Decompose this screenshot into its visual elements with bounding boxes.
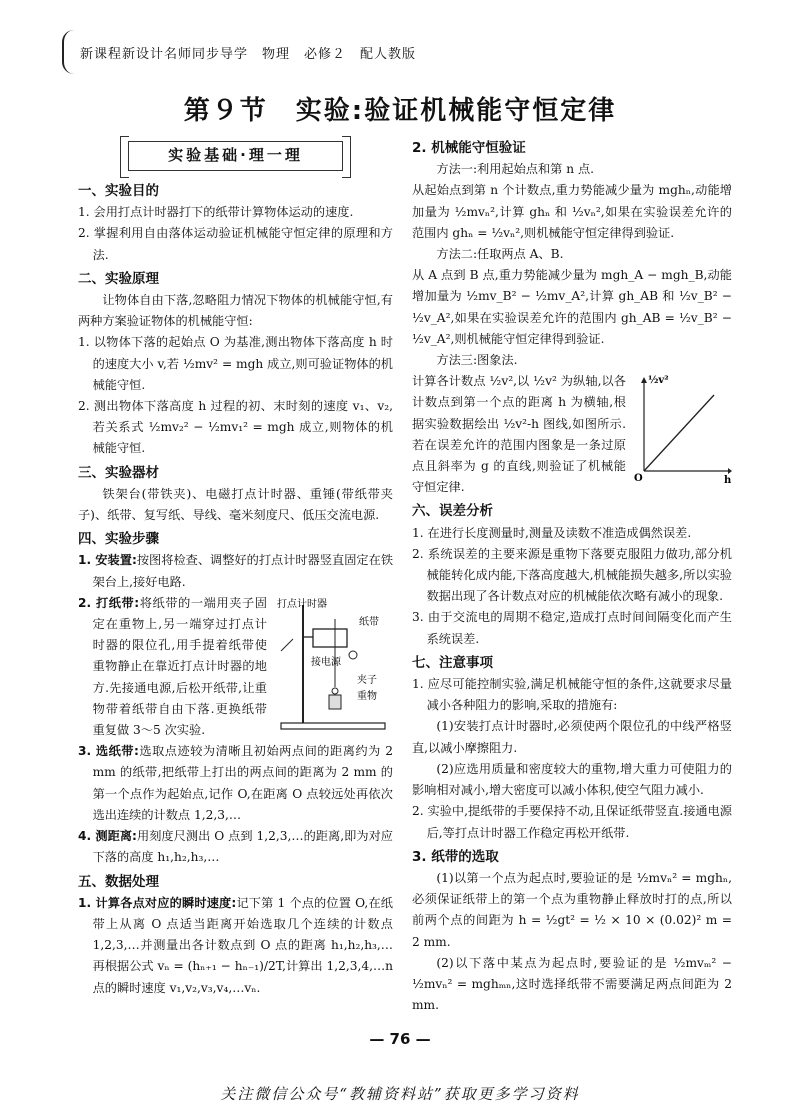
step-1-title: 1. 安装置: <box>78 553 137 568</box>
error-1: 1. 在进行长度测量时,测量及读数不准造成偶然误差. <box>412 525 692 540</box>
heading-principle: 二、实验原理 <box>78 270 159 287</box>
method-3-title: 方法三:图象法. <box>436 353 518 368</box>
note-3a: (1)以第一个点为起点时,要验证的是 ½mvₙ² = mghₙ,必须保证纸带上的第一个点为重物静止释放时打的点,所以前两个点的间距为 h = ½gt² = ½ × 10 × (0.02)² m = 2 mm. <box>412 870 732 949</box>
step-4-title: 4. 测距离: <box>78 829 137 844</box>
method-1-text: 从起始点到第 n 个计数点,重力势能减少量为 mghₙ,动能增加量为 ½mvₙ²,计算 ghₙ 和 ½vₙ²,如果在实验误差允许的范围内 ghₙ = ½vₙ²,则机械能守恒定律得到验证. <box>412 183 732 240</box>
apparatus-figure <box>273 595 393 735</box>
label-weight: 重物 <box>357 690 377 702</box>
method-2-text: 从 A 点到 B 点,重力势能减少量为 mgh_A − mgh_B,动能增加量为 ½mv_B² − ½mv_A²,计算 gh_AB 和 ½v_B² − ½v_A²,如果在实验误差允许的范围内 gh_AB = ½v_B² − ½v_A²,则机械能守恒定律得到验证. <box>412 268 732 346</box>
note-1: 1. 应尽可能控制实验,满足机械能守恒的条件,这就要求尽量减小各种阻力的影响,采取的措施有: <box>412 677 732 713</box>
heading-steps: 四、实验步骤 <box>78 531 159 548</box>
graph-origin-label: O <box>634 473 643 484</box>
error-2: 2. 系统误差的主要来源是重物下落要克服阻力做功,部分机械能转化成内能,下落高度越大,机械能损失越多,所以实验数据出现了各计数点对应的机械能依次略有减小的现象. <box>412 546 732 604</box>
method-2-title: 方法二:任取两点 A、B. <box>436 247 564 262</box>
step-3-title: 3. 选纸带: <box>78 744 139 759</box>
running-header: 新课程新设计名师同步导学 物理 必修２ 配人教版 <box>80 47 417 62</box>
heading-tape-selection: 3. 纸带的选取 <box>412 848 499 865</box>
step-3 <box>78 741 393 826</box>
error-3: 3. 由于交流电的周期不稳定,造成打点时间间隔变化而产生系统误差. <box>412 610 732 646</box>
header-curve-decoration <box>62 30 76 74</box>
principle-intro: 让物体自由下落,忽略阻力情况下物体的机械能守恒,有两种方案验证物体的机械能守恒: <box>78 293 393 329</box>
note-1a: (1)安装打点计时器时,必须使两个限位孔的中线严格竖直,以减小摩擦阻力. <box>412 719 732 755</box>
graph-y-label: ½v² <box>648 375 669 387</box>
step-1-text: 按图将检查、调整好的打点计时器竖直固定在铁架台上,接好电路. <box>92 553 394 589</box>
data-step-1-text: 记下第 1 个点的位置 O,在纸带上从离 O 点适当距离开始选取几个连续的计数点 1,2,3,…并测量出各计数点到 O 点的距离 h₁,h₂,h₃,…再根据公式 vₙ = (hₙ₊₁ − hₙ₋₁)/2T,计算出 1,2,3,4,…n 点的瞬时速度 v₁,v₂,v₃,v₄,…vₙ. <box>92 895 393 995</box>
section-banner: 实验基础·理一理 <box>128 141 343 171</box>
principle-1: 1. 以物体下落的起始点 O 为基准,测出物体下落高度 h 时的速度大小 v,若 ½mv² = mgh 成立,则可验证物体的机械能守恒. <box>78 335 393 392</box>
step-1 <box>78 550 393 592</box>
left-column <box>78 135 393 999</box>
footer-notice: 关注微信公众号“教辅资料站”获取更多学习资料 <box>220 1085 580 1103</box>
objective-1: 1. 会用打点计时器打下的纸带计算物体运动的速度. <box>78 205 354 220</box>
label-power: 接电源 <box>311 656 341 668</box>
right-column <box>412 135 732 1016</box>
note-2: 2. 实验中,提纸带的手要保持不动,且保证纸带竖直.接通电源后,等打点计时器工作稳定再松开纸带. <box>412 804 732 840</box>
data-step-1 <box>78 893 393 999</box>
equipment-list: 铁架台(带铁夹)、电磁打点计时器、重锤(带纸带夹子)、纸带、复写纸、导线、毫米刻度尺、低压交流电源. <box>78 486 393 523</box>
graph-x-label: h <box>724 475 732 484</box>
step-4 <box>78 826 393 868</box>
label-timer: 打点计时器 <box>277 598 327 610</box>
label-clip: 夹子 <box>357 674 377 686</box>
heading-verification: 2. 机械能守恒验证 <box>412 140 526 156</box>
heading-data-processing: 五、数据处理 <box>78 873 159 890</box>
heading-equipment: 三、实验器材 <box>78 464 159 481</box>
step-3-text: 选取点迹较为清晰且初始两点间的距离约为 2 mm 的纸带,把纸带上打出的两点间的距离为 2 mm 的第一个点作为起始点,记作 O,在距离 O 点较远处再依次选出连续的计数点 1,2,3,… <box>92 744 393 822</box>
step-4-text: 用刻度尺测出 O 点到 1,2,3,…的距离,即为对应下落的高度 h₁,h₂,h₃,… <box>92 829 393 865</box>
heading-error-analysis: 六、误差分析 <box>412 503 493 520</box>
data-step-1-title: 1. 计算各点对应的瞬时速度: <box>78 895 237 910</box>
method-1-title: 方法一:利用起始点和第 n 点. <box>436 162 595 177</box>
section-title: 第９节 实验:验证机械能守恒定律 <box>183 96 617 126</box>
principle-2: 2. 测出物体下落高度 h 过程的初、末时刻的速度 v₁、v₂,若关系式 ½mv₂² − ½mv₁² = mgh 成立,则物体的机械能守恒. <box>78 399 393 456</box>
objective-2: 2. 掌握利用自由落体运动验证机械能守恒定律的原理和方法. <box>78 226 393 262</box>
heading-notes: 七、注意事项 <box>412 654 493 671</box>
step-2-title: 2. 打纸带: <box>78 595 140 610</box>
page-number: — 76 — <box>369 1030 431 1048</box>
note-3b: (2)以下落中某点为起点时,要验证的是 ½mvₘ² − ½mvₙ² = mghₘₙ,这时选择纸带不需要满足两点间距为 2 mm. <box>412 955 732 1013</box>
label-tape: 纸带 <box>359 616 379 628</box>
note-1b: (2)应选用质量和密度较大的重物,增大重力可使阻力的影响相对减小,增大密度可以减小体积,使空气阻力减小. <box>412 761 732 798</box>
step-2-text: 将纸带的一端用夹子固定在重物上,另一端穿过打点计时器的限位孔,用手提着纸带使重物静止在靠近打点计时器的地方.先接通电源,后松开纸带,让重物带着纸带自由下落.更换纸带重复做 3～5 次实验. <box>92 595 267 738</box>
heading-objectives: 一、实验目的 <box>78 183 159 199</box>
graph-figure <box>632 371 732 483</box>
method-3-text: 计算各计数点 ½v²,以 ½v² 为纵轴,以各计数点到第一个点的距离 h 为横轴,根据实验数据绘出 ½v²-h 图线,如图所示.若在误差允许的范围内图象是一条过原点且斜率为 g 的直线,则验证了机械能守恒定律. <box>412 374 626 495</box>
